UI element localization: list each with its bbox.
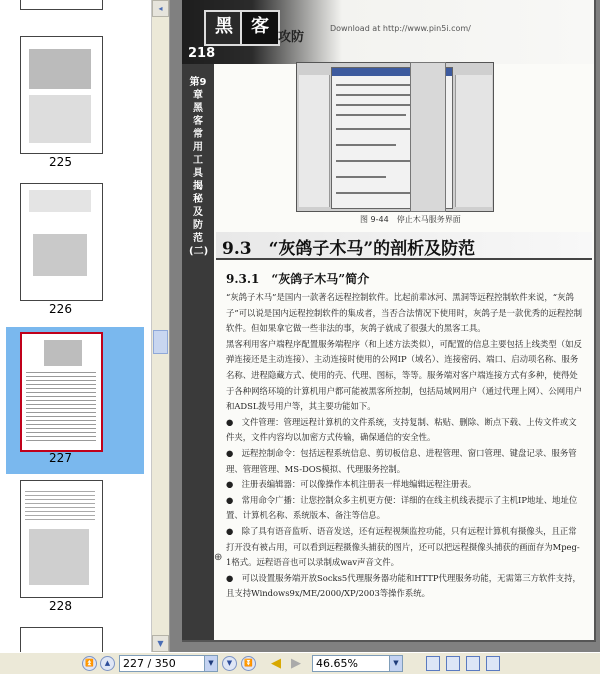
thumbnail-sidebar[interactable] <box>0 0 170 652</box>
figure-status-column <box>410 62 446 212</box>
sidebar-scrollbar[interactable] <box>151 0 169 652</box>
figure-tree-pane <box>299 75 330 207</box>
crosshair-mark: ⊕ <box>214 552 223 563</box>
brand-subtitle: 攻防 <box>278 30 305 45</box>
page-number-field[interactable]: 227 / 350 <box>119 655 205 672</box>
thumbnail-page-227[interactable] <box>20 332 103 452</box>
paragraph: “灰鸽子木马”是国内一款著名远程控制软件。比起前辈冰河、黑洞等远程控制软件来说，“灰鸽子”可以说是国内远程控制软件的集成者，当否合法情况下使用时，灰鸽子是一款优秀的远程控制软件。但如果拿它做一些非法的事，灰鸽子就成了很强大的黑客工具。 <box>226 292 583 334</box>
brand-logo-char: 客 <box>240 10 280 46</box>
forward-arrow-icon[interactable]: ▶ <box>291 656 301 671</box>
thumbnail-label: 225 <box>49 155 72 169</box>
paragraph: ● 可以设置服务端开放Socks5代理服务器功能和HTTP代理服务功能，无需第三方软件支持，且支持Windows9x/ME/2000/XP/2003等操作系统。 <box>226 572 581 599</box>
scrollbar-thumb[interactable] <box>153 330 168 354</box>
thumbnail-label: 226 <box>49 302 72 316</box>
paragraph: ● 文件管理：管理远程计算机的文件系统，支持复制、粘贴、删除、断点下载、上传文件或文件夹，文件内容均以加密方式传输，确保通信的安全性。 <box>226 416 577 443</box>
download-url: Download at http://www.pin5i.com/ <box>330 24 471 33</box>
navigation-toolbar <box>0 652 600 674</box>
section-title: 9.3 “灰鸽子木马”的剖析及防范 <box>222 239 476 259</box>
thumbnail-page-229[interactable] <box>20 627 103 652</box>
facing-view-icon[interactable] <box>466 656 480 671</box>
pdf-page <box>182 0 596 642</box>
continuous-view-icon[interactable] <box>446 656 460 671</box>
continuous-facing-view-icon[interactable] <box>486 656 500 671</box>
single-page-view-icon[interactable] <box>426 656 440 671</box>
figure-screenshot <box>296 62 494 212</box>
next-page-button[interactable]: ▼ <box>222 656 237 671</box>
scroll-down-icon[interactable]: ▼ <box>152 635 169 652</box>
document-view[interactable] <box>170 0 600 652</box>
back-arrow-icon[interactable]: ◀ <box>271 656 281 671</box>
chapter-title-vertical: 第9章 黑客常用工具揭秘及防范(二) <box>189 77 209 257</box>
brand-logo-char: 黑 <box>204 10 244 46</box>
subsection-title: 9.3.1 “灰鸽子木马”简介 <box>226 272 370 286</box>
first-page-button[interactable]: ⏫ <box>82 656 97 671</box>
paragraph: ● 除了具有语音监听、语音发送，还有远程视频监控功能，只有远程计算机有摄像头，且正常打开没有被占用，可以看到远程摄像头捕获的图片，还可以把远程摄像头捕获的画面存为Mpeg-1格式。远程语音也可以录制成wav声音文件。 <box>226 525 580 568</box>
thumbnail-page-225[interactable] <box>20 36 103 154</box>
paragraph: ● 注册表编辑器：可以像操作本机注册表一样地编辑远程注册表。 <box>226 479 477 490</box>
body-text <box>226 290 584 602</box>
paragraph: 黑客利用客户端程序配置服务端程序（和上述方法类似），可配置的信息主要包括上线类型（如反弹连接还是主动连接）、主动连接时使用的公网IP（域名）、连接密码、端口、启动项名称、服务名称、进程隐藏方式、使用的壳、代理、图标，等等。服务端对客户端连接方式有多种，使得处于各种网络环境的计算机用户都可能被黑客所控制，包括局域网用户（通过代理上网）、公网用户和ADSL拨号用户等，其主要功能如下。 <box>226 338 582 412</box>
previous-page-button[interactable]: ▲ <box>100 656 115 671</box>
thumbnail-page-224[interactable] <box>20 0 103 10</box>
thumbnail-label: 227 <box>49 451 72 465</box>
thumbnail-page-228[interactable] <box>20 480 103 598</box>
page-number: 218 <box>188 46 216 61</box>
paragraph: ● 常用命令广播：让您控制众多主机更方便：详细的在线主机线表提示了主机IP地址、地址位置、计算机名称、系统版本、备注等信息。 <box>226 494 578 521</box>
zoom-field[interactable]: 46.65% <box>312 655 390 672</box>
paragraph: ● 远程控制命令：包括远程系统信息、剪切板信息、进程管理、窗口管理、键盘记录、服务管理、管理管理、MS-DOS模拟、代理服务控制。 <box>226 447 577 474</box>
thumbnail-page-226[interactable] <box>20 183 103 301</box>
last-page-button[interactable]: ⏬ <box>241 656 256 671</box>
figure-caption: 图 9-44 停止木马服务界面 <box>360 215 461 224</box>
collapse-sidebar-icon[interactable]: ◂ <box>152 0 169 17</box>
zoom-dropdown-icon[interactable]: ▼ <box>389 655 403 672</box>
thumbnail-label: 228 <box>49 599 72 613</box>
figure-list-pane <box>455 75 492 207</box>
page-dropdown-icon[interactable]: ▼ <box>204 655 218 672</box>
